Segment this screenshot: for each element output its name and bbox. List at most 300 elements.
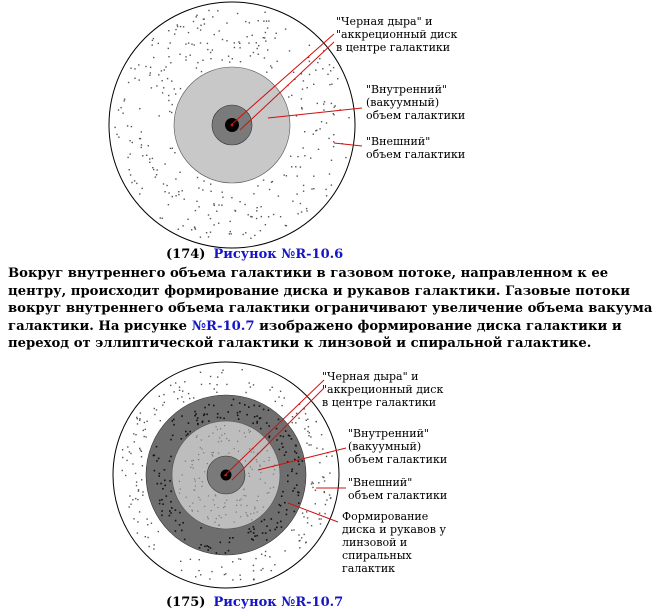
particle-dot (139, 448, 140, 449)
particle-dot (296, 413, 297, 414)
particle-dot (173, 391, 174, 392)
particle-dot (271, 67, 272, 68)
particle-dot (326, 195, 327, 196)
particle-dot (263, 179, 264, 180)
particle-dot (267, 27, 268, 28)
paragraph-figure-ref: №R-10.7 (191, 318, 255, 334)
particle-dot (305, 413, 306, 414)
particle-dot (307, 522, 308, 523)
particle-dot (226, 22, 227, 23)
particle-dot (291, 95, 292, 96)
particle-dot (182, 522, 184, 524)
particle-dot (199, 547, 201, 549)
particle-dot (217, 417, 219, 419)
particle-dot (201, 439, 202, 440)
particle-dot (261, 570, 262, 571)
particle-dot (192, 503, 193, 504)
particle-dot (284, 174, 285, 175)
particle-dot (297, 213, 298, 214)
particle-dot (331, 455, 332, 456)
particle-dot (264, 461, 265, 462)
particle-dot (167, 78, 168, 79)
particle-dot (128, 82, 129, 83)
particle-dot (152, 158, 153, 159)
particle-dot (228, 56, 229, 57)
particle-dot (253, 526, 255, 528)
particle-dot (221, 205, 222, 206)
particle-dot (174, 152, 175, 153)
particle-dot (132, 499, 133, 500)
particle-dot (219, 437, 220, 438)
particle-dot (263, 409, 265, 411)
particle-dot (195, 481, 196, 482)
particle-dot (207, 49, 208, 50)
particle-dot (310, 436, 311, 437)
particle-dot (183, 26, 184, 27)
particle-dot (263, 37, 264, 38)
particle-dot (246, 414, 248, 416)
particle-dot (169, 480, 171, 482)
particle-dot (301, 108, 302, 109)
particle-dot (246, 512, 247, 513)
particle-dot (335, 105, 336, 106)
particle-dot (265, 555, 266, 556)
particle-dot (313, 176, 314, 177)
particle-dot (153, 38, 154, 39)
particle-dot (269, 457, 270, 458)
particle-dot (168, 30, 169, 31)
particle-dot (317, 103, 318, 104)
particle-dot (296, 452, 298, 454)
particle-dot (181, 570, 182, 571)
particle-dot (273, 487, 274, 488)
particle-dot (281, 443, 283, 445)
particle-dot (142, 465, 143, 466)
particle-dot (135, 473, 136, 474)
particle-dot (145, 66, 146, 67)
particle-dot (200, 574, 201, 575)
particle-dot (297, 175, 298, 176)
particle-dot (288, 435, 290, 437)
particle-dot (238, 558, 239, 559)
particle-dot (252, 469, 253, 470)
particle-dot (239, 201, 240, 202)
particle-dot (231, 233, 232, 234)
particle-dot (287, 475, 289, 477)
particle-dot (212, 433, 213, 434)
particle-dot (127, 125, 128, 126)
particle-dot (156, 85, 157, 86)
particle-dot (211, 571, 212, 572)
particle-dot (221, 566, 222, 567)
particle-dot (168, 100, 169, 101)
particle-dot (223, 418, 225, 420)
particle-dot (233, 399, 235, 401)
particle-dot (306, 210, 307, 211)
figure-1 (0, 0, 672, 265)
particle-dot (231, 197, 232, 198)
particle-dot (298, 502, 300, 504)
particle-dot (172, 104, 173, 105)
particle-dot (162, 488, 164, 490)
particle-dot (226, 40, 227, 41)
particle-dot (220, 428, 221, 429)
particle-dot (235, 211, 236, 212)
particle-dot (280, 521, 282, 523)
particle-dot (188, 422, 190, 424)
particle-dot (251, 451, 252, 452)
particle-dot (246, 36, 247, 37)
particle-dot (218, 223, 219, 224)
particle-dot (248, 42, 249, 43)
particle-dot (250, 55, 251, 56)
particle-dot (293, 72, 294, 73)
particle-dot (133, 518, 134, 519)
particle-dot (326, 499, 327, 500)
particle-dot (253, 405, 255, 407)
particle-dot (253, 565, 254, 566)
particle-dot (232, 579, 233, 580)
particle-dot (186, 435, 188, 437)
particle-dot (163, 394, 164, 395)
particle-dot (134, 180, 135, 181)
particle-dot (286, 509, 288, 511)
particle-dot (263, 21, 264, 22)
particle-dot (153, 544, 154, 545)
particle-dot (198, 454, 199, 455)
particle-dot (175, 530, 177, 532)
particle-dot (304, 155, 305, 156)
particle-dot (189, 398, 190, 399)
particle-dot (195, 486, 196, 487)
particle-dot (210, 218, 211, 219)
particle-dot (141, 147, 142, 148)
particle-dot (264, 519, 266, 521)
particle-dot (300, 203, 301, 204)
particle-dot (226, 500, 227, 501)
particle-dot (292, 201, 293, 202)
particle-dot (175, 509, 177, 511)
particle-dot (153, 169, 154, 170)
particle-dot (234, 522, 235, 523)
particle-dot (194, 44, 195, 45)
figure-2-caption (166, 595, 343, 610)
particle-dot (184, 199, 185, 200)
particle-dot (129, 506, 130, 507)
particle-dot (278, 512, 280, 514)
particle-dot (269, 389, 270, 390)
particle-dot (170, 62, 171, 63)
particle-dot (200, 237, 201, 238)
particle-dot (264, 57, 265, 58)
particle-dot (204, 546, 206, 548)
particle-dot (256, 218, 257, 219)
particle-dot (214, 205, 215, 206)
particle-dot (129, 451, 130, 452)
particle-dot (271, 518, 273, 520)
particle-dot (191, 460, 192, 461)
figure-1-number: (174) (166, 247, 206, 262)
particle-dot (200, 499, 201, 500)
particle-dot (280, 505, 282, 507)
particle-dot (260, 417, 262, 419)
particle-dot (137, 423, 138, 424)
particle-dot (182, 390, 183, 391)
particle-dot (315, 490, 316, 491)
particle-dot (144, 422, 145, 423)
particle-dot (245, 495, 246, 496)
particle-dot (214, 34, 215, 35)
particle-dot (229, 537, 231, 539)
particle-dot (334, 107, 335, 108)
particle-dot (223, 507, 224, 508)
particle-dot (206, 232, 207, 233)
particle-dot (254, 235, 255, 236)
particle-dot (208, 404, 210, 406)
particle-dot (221, 517, 222, 518)
particle-dot (240, 516, 241, 517)
particle-dot (209, 578, 210, 579)
particle-dot (256, 421, 258, 423)
particle-dot (263, 507, 264, 508)
particle-dot (169, 515, 171, 517)
particle-dot (179, 390, 180, 391)
particle-dot (204, 23, 205, 24)
particle-dot (164, 163, 165, 164)
particle-dot (313, 483, 314, 484)
particle-dot (290, 156, 291, 157)
particle-dot (170, 491, 172, 493)
particle-dot (221, 372, 222, 373)
particle-dot (158, 74, 159, 75)
particle-dot (331, 160, 332, 161)
particle-dot (296, 193, 297, 194)
particle-dot (252, 539, 254, 541)
particle-dot (130, 174, 131, 175)
particle-dot (260, 472, 261, 473)
particle-dot (208, 436, 209, 437)
particle-dot (255, 558, 256, 559)
particle-dot (282, 446, 284, 448)
particle-dot (214, 388, 215, 389)
particle-dot (201, 449, 202, 450)
particle-dot (251, 519, 252, 520)
particle-dot (163, 87, 164, 88)
particle-dot (201, 71, 202, 72)
particle-dot (239, 575, 240, 576)
particle-dot (312, 487, 313, 488)
particle-dot (175, 382, 176, 383)
particle-dot (317, 62, 318, 63)
particle-dot (207, 516, 208, 517)
particle-dot (228, 453, 229, 454)
particle-dot (172, 435, 174, 437)
particle-dot (186, 497, 187, 498)
particle-dot (268, 409, 270, 411)
particle-dot (250, 513, 251, 514)
particle-dot (240, 559, 241, 560)
particle-dot (301, 98, 302, 99)
particle-dot (170, 148, 171, 149)
particle-dot (147, 537, 148, 538)
particle-dot (161, 515, 163, 517)
particle-dot (301, 537, 302, 538)
particle-dot (192, 464, 193, 465)
particle-dot (318, 482, 319, 483)
particle-dot (254, 507, 255, 508)
particle-dot (243, 489, 244, 490)
particle-dot (254, 416, 256, 418)
particle-dot (303, 80, 304, 81)
particle-dot (311, 483, 312, 484)
particle-dot (295, 445, 297, 447)
particle-dot (284, 550, 285, 551)
particle-dot (247, 516, 248, 517)
particle-dot (208, 518, 209, 519)
label-outer-volume: "Внешний" объем галактики (366, 135, 466, 161)
particle-dot (272, 181, 273, 182)
particle-dot (230, 231, 231, 232)
particle-dot (210, 376, 211, 377)
particle-dot (299, 540, 300, 541)
particle-dot (139, 108, 140, 109)
particle-dot (179, 54, 180, 55)
particle-dot (244, 432, 245, 433)
particle-dot (168, 192, 169, 193)
particle-dot (194, 415, 196, 417)
particle-dot (154, 470, 156, 472)
particle-dot (260, 479, 261, 480)
particle-dot (249, 476, 250, 477)
particle-dot (198, 459, 199, 460)
particle-dot (301, 211, 302, 212)
particle-dot (182, 474, 183, 475)
particle-dot (298, 495, 300, 497)
particle-dot (160, 217, 161, 218)
particle-dot (260, 230, 261, 231)
particle-dot (198, 497, 199, 498)
particle-dot (238, 451, 239, 452)
particle-dot (213, 405, 215, 407)
particle-dot (279, 449, 281, 451)
particle-dot (142, 188, 143, 189)
particle-dot (213, 499, 214, 500)
particle-dot (168, 48, 169, 49)
particle-dot (145, 429, 146, 430)
particle-dot (306, 443, 307, 444)
particle-dot (157, 169, 158, 170)
particle-dot (308, 444, 309, 445)
particle-dot (218, 441, 219, 442)
particle-dot (234, 42, 235, 43)
particle-dot (253, 384, 254, 385)
particle-dot (162, 404, 163, 405)
particle-dot (159, 115, 160, 116)
particle-dot (268, 492, 269, 493)
particle-dot (201, 384, 202, 385)
particle-dot (192, 510, 193, 511)
particle-dot (285, 451, 287, 453)
particle-dot (202, 60, 203, 61)
particle-dot (316, 448, 317, 449)
particle-dot (172, 420, 174, 422)
particle-dot (324, 480, 325, 481)
particle-dot (319, 513, 320, 514)
particle-dot (170, 42, 171, 43)
particle-dot (158, 475, 160, 477)
particle-dot (162, 503, 164, 505)
particle-dot (138, 490, 139, 491)
particle-dot (204, 471, 205, 472)
particle-dot (224, 502, 225, 503)
particle-dot (280, 216, 281, 217)
particle-dot (180, 26, 181, 27)
particle-dot (185, 56, 186, 57)
particle-dot (204, 506, 205, 507)
particle-dot (266, 422, 268, 424)
particle-dot (170, 385, 171, 386)
particle-dot (265, 532, 267, 534)
particle-dot (149, 75, 150, 76)
particle-dot (212, 455, 213, 456)
particle-dot (248, 532, 250, 534)
particle-dot (228, 550, 230, 552)
particle-dot (222, 192, 223, 193)
particle-dot (310, 157, 311, 158)
label-disk-formation: Формирование диска и рукавов у линзовой и спиральных галактик (342, 510, 446, 575)
particle-dot (156, 174, 157, 175)
particle-dot (331, 184, 332, 185)
particle-dot (316, 421, 317, 422)
particle-dot (253, 532, 255, 534)
label-inner-volume: "Внутренний" (вакуумный) объем галактики (366, 83, 466, 122)
label-black-hole: "Черная дыра" и "аккреционный диск в центре галактики (322, 370, 444, 409)
particle-dot (273, 474, 274, 475)
particle-dot (210, 184, 211, 185)
particle-dot (282, 491, 284, 493)
particle-dot (257, 185, 258, 186)
particle-dot (329, 84, 330, 85)
particle-dot (220, 542, 222, 544)
particle-dot (138, 489, 139, 490)
particle-dot (210, 58, 211, 59)
particle-dot (162, 80, 163, 81)
particle-dot (212, 454, 213, 455)
particle-dot (197, 435, 198, 436)
particle-dot (215, 494, 216, 495)
particle-dot (138, 64, 139, 65)
particle-dot (198, 206, 199, 207)
particle-dot (261, 216, 262, 217)
particle-dot (200, 527, 202, 529)
particle-dot (161, 510, 163, 512)
particle-dot (294, 488, 296, 490)
particle-dot (245, 232, 246, 233)
particle-dot (200, 42, 201, 43)
particle-dot (178, 191, 179, 192)
particle-dot (210, 232, 211, 233)
particle-dot (303, 185, 304, 186)
figure-2-number: (175) (166, 595, 206, 610)
particle-dot (309, 61, 310, 62)
particle-dot (193, 21, 194, 22)
particle-dot (250, 531, 252, 533)
particle-dot (260, 206, 261, 207)
particle-dot (175, 29, 176, 30)
particle-dot (137, 499, 138, 500)
particle-dot (130, 453, 131, 454)
particle-dot (229, 233, 230, 234)
